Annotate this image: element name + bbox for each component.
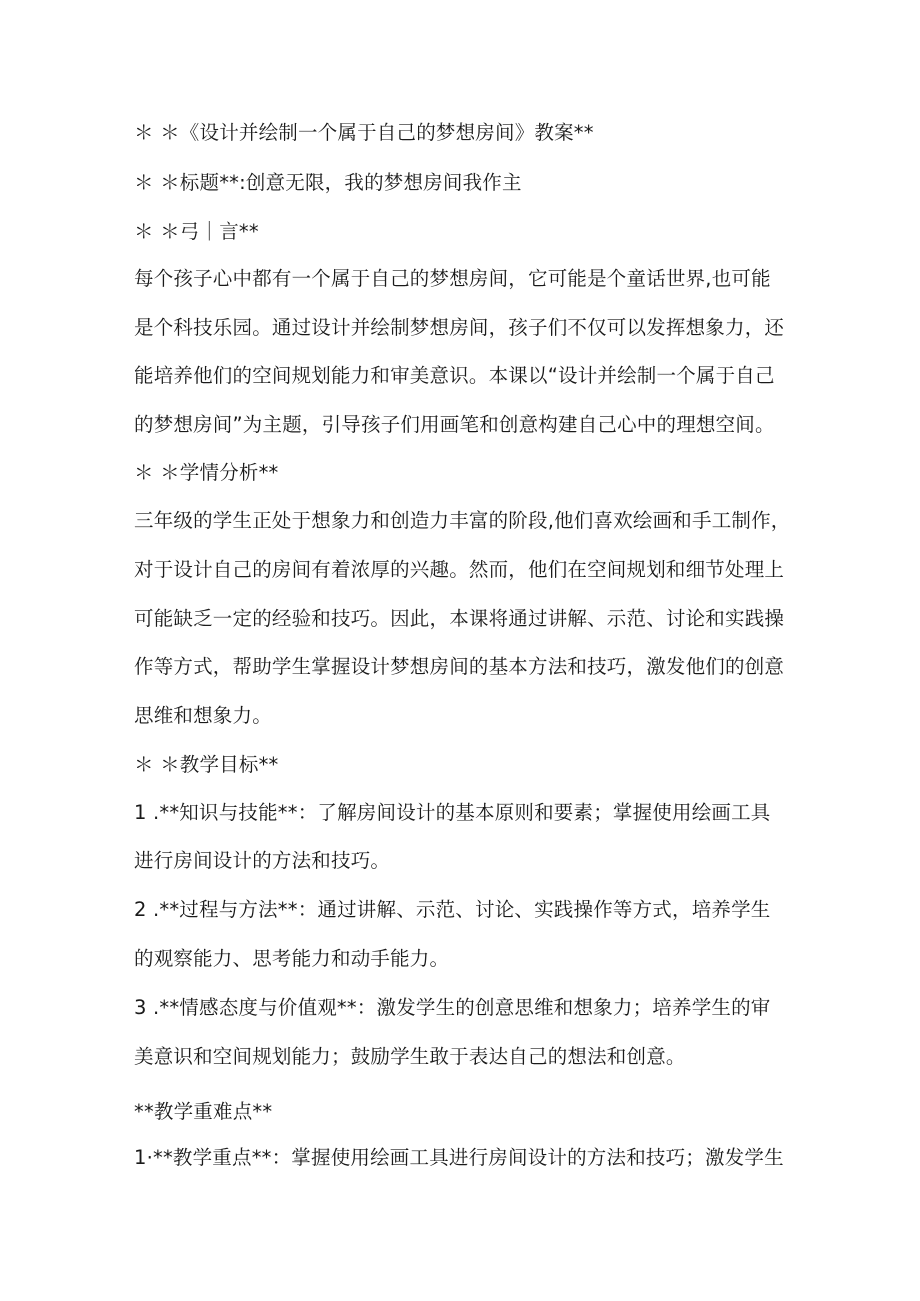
paragraph-line: 是个科技乐园。通过设计并绘制梦想房间，孩子们不仅可以发挥想象力，还	[134, 316, 785, 339]
paragraph-line: 能培养他们的空间规划能力和审美意识。本课以“设计并绘制一个属于自己	[134, 364, 775, 387]
doc-title-line: ＊ ＊《设计并绘制一个属于自己的梦想房间》教案**	[134, 121, 594, 144]
section-heading-goals: ＊ ＊教学目标**	[134, 753, 279, 776]
section-heading-analysis: ＊ ＊学情分析**	[134, 461, 279, 484]
list-item-line: 2 .**过程与方法**：通过讲解、示范、讨论、实践操作等方式，培养学生	[134, 898, 771, 921]
list-item-line: 美意识和空间规划能力；鼓励学生敢于表达自己的想法和创意。	[134, 1045, 686, 1068]
paragraph-line: 可能缺乏一定的经验和技巧。因此，本课将通过讲解、示范、讨论和实践操	[134, 607, 785, 630]
list-item-line: 1·**教学重点**：掌握使用绘画工具进行房间设计的方法和技巧；激发学生	[134, 1146, 784, 1169]
section-heading-key-points: **教学重难点**	[134, 1100, 273, 1123]
subtitle-line: ＊ ＊标题**:创意无限，我的梦想房间我作主	[134, 171, 522, 194]
paragraph-line: 的梦想房间”为主题，引导孩子们用画笔和创意构建自己心中的理想空间。	[134, 413, 775, 436]
list-item-line: 的观察能力、思考能力和动手能力。	[134, 947, 450, 970]
paragraph-line: 对于设计自己的房间有着浓厚的兴趣。然而，他们在空间规划和细节处理上	[134, 558, 785, 581]
paragraph-line: 作等方式，帮助学生掌握设计梦想房间的基本方法和技巧，激发他们的创意	[134, 655, 785, 678]
list-item-line: 1 .**知识与技能**：了解房间设计的基本原则和要素；掌握使用绘画工具	[134, 801, 771, 824]
paragraph-line: 每个孩子心中都有一个属于自己的梦想房间，它可能是个童话世界,也可能	[134, 267, 771, 290]
list-item-line: 进行房间设计的方法和技巧。	[134, 849, 391, 872]
list-item-line: 3 .**情感态度与价值观**：激发学生的创意思维和想象力；培养学生的审	[134, 996, 771, 1019]
section-heading-intro: ＊ ＊弓｜言**	[134, 220, 259, 243]
paragraph-line: 思维和想象力。	[134, 704, 272, 727]
paragraph-line: 三年级的学生正处于想象力和创造力丰富的阶段,他们喜欢绘画和手工制作，	[134, 509, 791, 532]
